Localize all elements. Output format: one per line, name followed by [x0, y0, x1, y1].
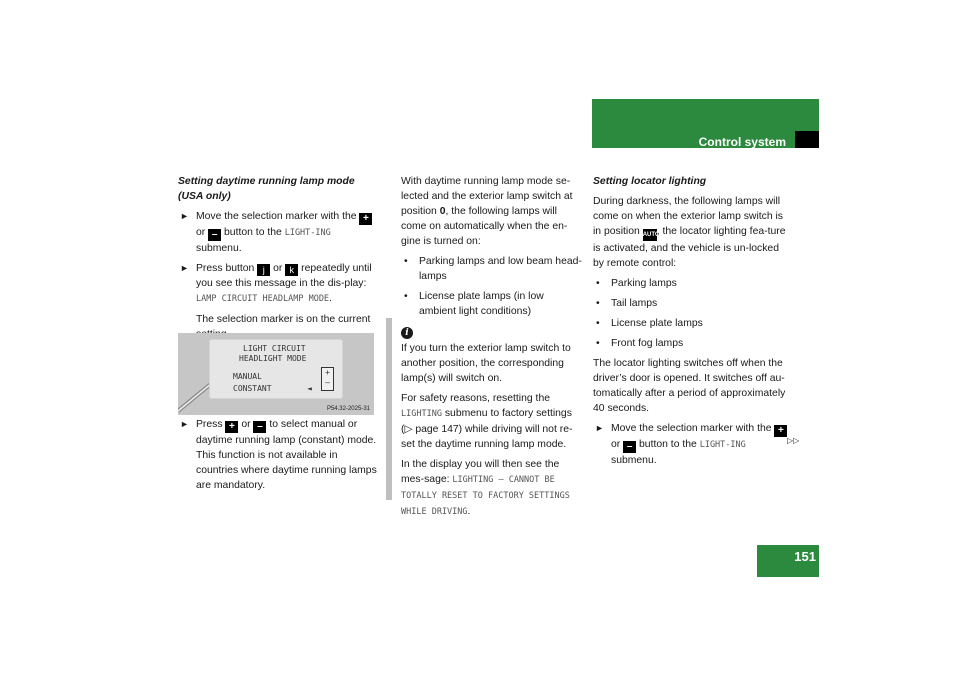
step-move-marker	[178, 209, 378, 256]
page-number: 151	[757, 545, 819, 577]
step-text: or	[241, 419, 251, 430]
plus-minus-indicator	[321, 367, 334, 391]
list-item-text: Parking lamps	[611, 278, 677, 289]
scroll-down-button-icon: k	[285, 264, 298, 276]
step-arrow-icon: ►	[180, 211, 189, 221]
menu-term: LIGHTING	[401, 409, 442, 419]
step-text: to select manual or daytime running lamp (constant) mode. This function is not available in countries where daytime running lamps are mandatory.	[196, 419, 377, 491]
column-left-continued	[178, 417, 378, 493]
locator-off-paragraph: The locator lighting switches off when the driver’s door is opened. It switches off au-tomatically after a period of approximately 40 seconds.	[593, 358, 786, 414]
heading-line-1: Setting daytime running lamp mode	[178, 176, 355, 187]
step-text: submenu.	[611, 455, 657, 466]
info-text: .	[467, 506, 471, 517]
plus-button-icon: +	[359, 213, 372, 225]
plus-indicator: +	[325, 368, 330, 377]
menu-term: LIGHT-ING	[699, 440, 746, 450]
minus-button-icon: –	[623, 441, 636, 453]
step-arrow-icon: ►	[180, 419, 189, 429]
step-text: Move the selection marker with the	[611, 423, 772, 434]
info-icon: i	[401, 327, 413, 339]
list-item-text: License plate lamps (in low ambient light conditions)	[419, 291, 544, 317]
list-item-text: Front fog lamps	[611, 338, 684, 349]
intro-daytime	[401, 174, 583, 249]
heading-daytime-lamp	[178, 174, 378, 204]
continued-icon: ▷▷	[787, 436, 800, 445]
bullet-icon: •	[596, 338, 600, 349]
list-item	[593, 276, 788, 291]
step-select-mode	[178, 417, 378, 493]
menu-term: LIGHT-ING	[284, 228, 331, 238]
step-text: submenu.	[196, 243, 242, 254]
info-note-2	[401, 391, 583, 452]
plus-button-icon: +	[774, 425, 787, 437]
step-text: or	[196, 227, 206, 238]
plus-button-icon: +	[225, 421, 238, 433]
list-item-text: Tail lamps	[611, 298, 658, 309]
section-subtitle: Control system	[698, 135, 786, 149]
info-text: submenu to factory settings (▷ page 147) while driving will not re-set the daytime running lamp mode.	[401, 408, 573, 450]
info-note-1: If you turn the exterior lamp switch to another position, the corresponding lamp(s) will switch on.	[401, 343, 571, 384]
bullet-icon: •	[596, 318, 600, 329]
column-right	[593, 174, 788, 468]
display-line-3: MANUAL	[233, 372, 262, 381]
display-line-4: CONSTANT	[233, 384, 272, 393]
step-text: Move the selection marker with the	[196, 211, 357, 222]
intro-text: During darkness, the following lamps will come on when the exterior lamp switch is in position	[593, 196, 783, 237]
section-title: Controls in detail	[829, 115, 928, 129]
intro-locator	[593, 194, 788, 271]
list-item	[593, 296, 788, 311]
step-text: .	[329, 293, 332, 304]
bullet-icon: •	[404, 291, 408, 302]
step-press-button	[178, 261, 378, 307]
figure-code: P54.32-2025-31	[326, 406, 370, 412]
display-message: LIGHTING – CANNOT BE TOTALLY RESET TO FACTORY SETTINGS WHILE DRIVING	[401, 475, 570, 517]
step-text: button to the	[224, 227, 282, 238]
step-text: or	[273, 263, 283, 274]
selection-note: The selection marker is on the current	[196, 314, 371, 325]
bullet-icon: •	[596, 298, 600, 309]
step-arrow-icon: ►	[180, 263, 189, 273]
minus-button-icon: –	[253, 421, 266, 433]
info-note-3	[401, 457, 583, 520]
step-move-marker	[593, 421, 788, 468]
info-text: In the display you will then see the mes-sage:	[401, 459, 560, 485]
step-text: or	[611, 439, 621, 450]
list-item-text: Parking lamps and low beam head-lamps	[419, 256, 582, 282]
step-text: repeatedly until you see this message in the dis-play:	[196, 263, 372, 289]
info-text: For safety reasons, resetting the	[401, 393, 551, 404]
list-item	[401, 254, 583, 284]
intro-text: , the following lamps will come on automatically when the en-gine is turned on:	[401, 206, 568, 247]
display-message: LAMP CIRCUIT HEADLAMP MODE	[196, 294, 330, 304]
list-item	[593, 316, 788, 331]
selection-marker-icon: ◄	[307, 384, 312, 393]
heading-locator-lighting: Setting locator lighting	[593, 176, 707, 187]
info-box-rule	[386, 318, 392, 500]
heading-line-2: (USA only)	[178, 191, 231, 202]
list-item-text: License plate lamps	[611, 318, 703, 329]
step-text: button to the	[639, 439, 697, 450]
bullet-icon: •	[404, 256, 408, 267]
minus-indicator: –	[325, 378, 330, 387]
display-line-1: LIGHT CIRCUIT	[243, 344, 306, 353]
list-item	[401, 289, 583, 319]
minus-button-icon: –	[208, 229, 221, 241]
column-middle	[401, 174, 583, 520]
intro-text: With daytime running lamp mode se-lected and the exterior lamp switch at position	[401, 176, 573, 217]
column-left	[178, 174, 378, 342]
intro-text: , the locator lighting fea-ture is activated, and the vehicle is un-locked by remote control:	[593, 226, 786, 269]
step-text: Press button	[196, 263, 255, 274]
scroll-up-button-icon: j	[257, 264, 270, 276]
switch-position: 0	[439, 206, 446, 217]
auto-position-icon: AUTO	[643, 229, 657, 241]
header-tab-marker	[795, 131, 819, 148]
step-arrow-icon: ►	[595, 423, 604, 433]
display-illustration	[178, 333, 374, 415]
display-line-2: HEADLIGHT MODE	[239, 354, 307, 363]
step-text: Press	[196, 419, 223, 430]
list-item	[593, 336, 788, 351]
bullet-icon: •	[596, 278, 600, 289]
